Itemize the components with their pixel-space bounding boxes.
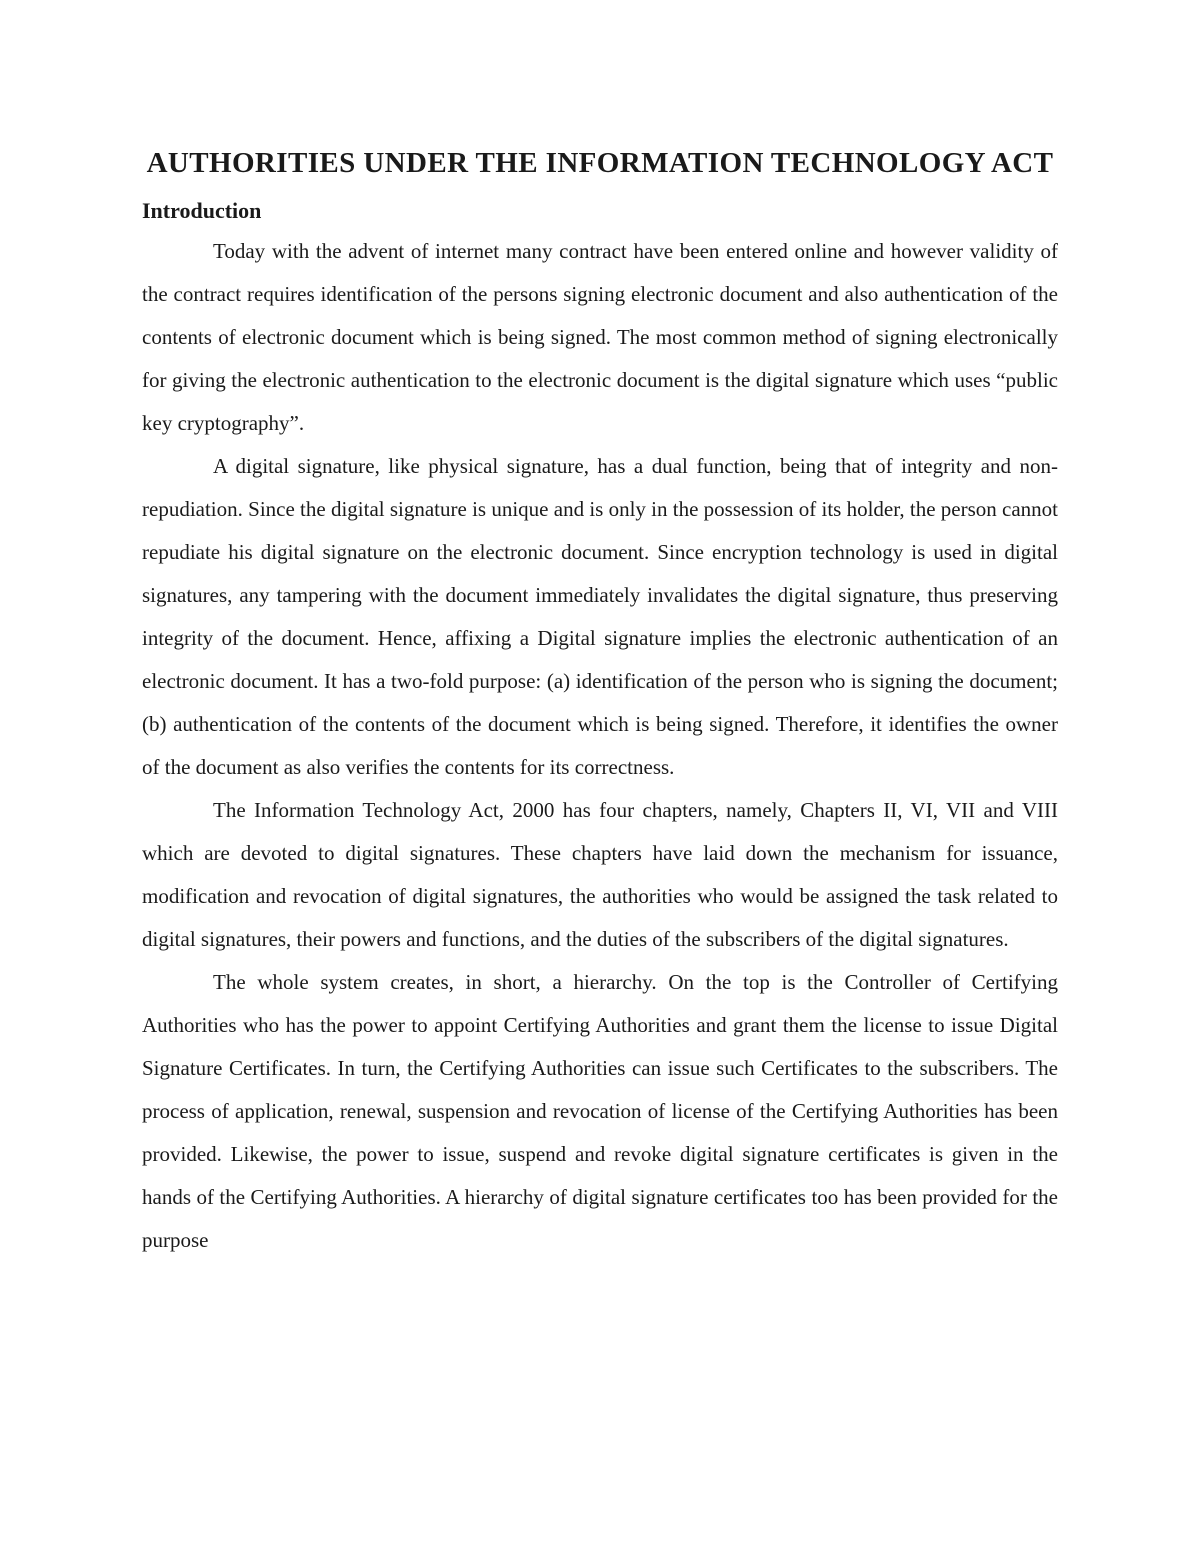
paragraph-3: The Information Technology Act, 2000 has four chapters, namely, Chapters II, VI, VII and VIII which are devoted to digital signatures. These chapters have laid down the mechanism for issuance, modification and revocation of digital signatures, the authorities who would be assigned the task related to digital signatures, their powers and functions, and the duties of the subscribers of the digital signatures.: [142, 798, 1058, 951]
paragraph-2: A digital signature, like physical signature, has a dual function, being that of integrity and non-repudiation. Since the digital signature is unique and is only in the possession of its holder, the person cannot repudiate his digital signature on the electronic document. Since encryption technology is used in digital signatures, any tampering with the document immediately invalidates the digital signature, thus preserving integrity of the document. Hence, affixing a Digital signature implies the electronic authentication of an electronic document. It has a two-fold purpose: (a) identification of the person who is signing the document; (b) authentication of the contents of the document which is being signed. Therefore, it identifies the owner of the document as also verifies the contents for its correctness.: [142, 454, 1059, 779]
page-content: [142, 138, 1058, 1262]
paragraph-1: Today with the advent of internet many contract have been entered online and however validity of the contract requires identification of the persons signing electronic document and also authentication of the contents of electronic document which is being signed. The most common method of signing electronically for giving the electronic authentication to the electronic document is the digital signature which uses “public key cryptography”.: [142, 239, 1058, 435]
paragraph-4: The whole system creates, in short, a hierarchy. On the top is the Controller of Certifying Authorities who has the power to appoint Certifying Authorities and grant them the license to issue Digital Signature Certificates. In turn, the Certifying Authorities can issue such Certificates to the subscribers. The process of application, renewal, suspension and revocation of license of the Certifying Authorities has been provided. Likewise, the power to issue, suspend and revoke digital signature certificates is given in the hands of the Certifying Authorities. A hierarchy of digital signature certificates too has been provided for the purpose: [142, 970, 1058, 1252]
section-heading: Introduction: [142, 198, 262, 223]
document-title: AUTHORITIES UNDER THE INFORMATION TECHNOLOGY ACT: [146, 147, 1054, 179]
